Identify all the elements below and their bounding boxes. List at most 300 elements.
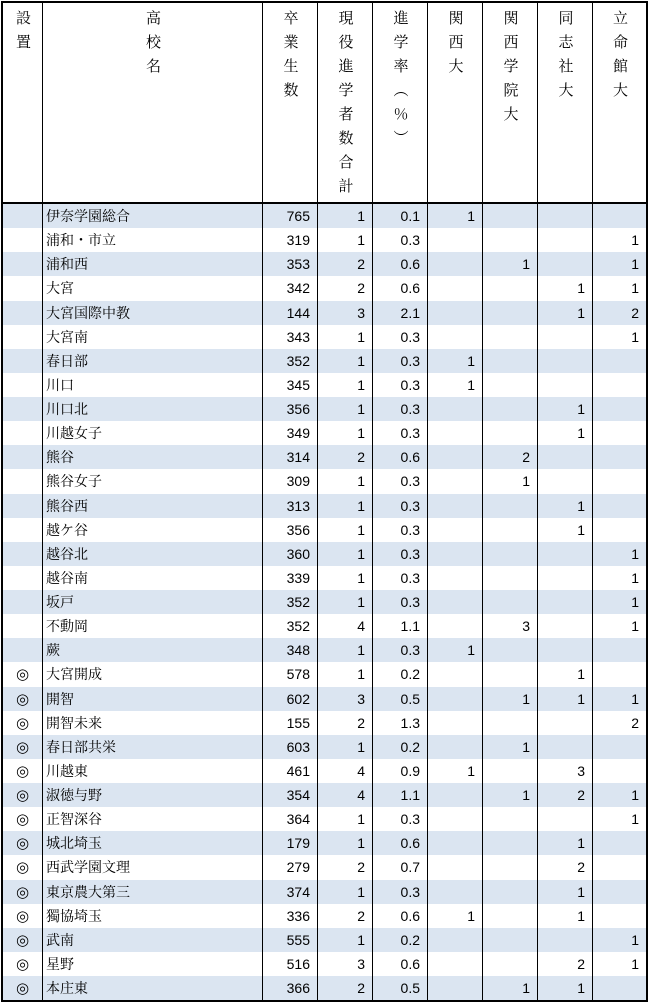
cell-ritsumeikan bbox=[593, 373, 646, 397]
cell-kansai: 1 bbox=[428, 373, 483, 397]
cell-kwansei_gakuin: 1 bbox=[483, 976, 538, 1000]
cell-setchi: ◎ bbox=[3, 831, 43, 855]
cell-kwansei_gakuin bbox=[483, 542, 538, 566]
cell-school: 大宮 bbox=[43, 276, 263, 300]
cell-current_total: 1 bbox=[318, 204, 373, 228]
cell-grads: 360 bbox=[263, 542, 318, 566]
school-admissions-table bbox=[1, 1, 648, 1002]
cell-current_total: 1 bbox=[318, 880, 373, 904]
cell-school: 開智 bbox=[43, 687, 263, 711]
header-cell-kansai-univ bbox=[428, 3, 483, 202]
cell-current_total: 1 bbox=[318, 325, 373, 349]
table-body bbox=[3, 204, 646, 1000]
cell-doshisha: 1 bbox=[538, 976, 593, 1000]
cell-current_total: 2 bbox=[318, 976, 373, 1000]
table-row bbox=[3, 855, 646, 879]
cell-doshisha: 2 bbox=[538, 783, 593, 807]
cell-setchi bbox=[3, 494, 43, 518]
cell-doshisha: 2 bbox=[538, 855, 593, 879]
cell-current_total: 1 bbox=[318, 349, 373, 373]
cell-rate: 0.3 bbox=[373, 421, 428, 445]
cell-rate: 0.3 bbox=[373, 518, 428, 542]
cell-kwansei_gakuin bbox=[483, 397, 538, 421]
cell-doshisha bbox=[538, 349, 593, 373]
cell-doshisha bbox=[538, 638, 593, 662]
cell-kansai bbox=[428, 855, 483, 879]
cell-kwansei_gakuin bbox=[483, 759, 538, 783]
table-row bbox=[3, 590, 646, 614]
table-row bbox=[3, 301, 646, 325]
cell-school: 春日部共栄 bbox=[43, 735, 263, 759]
cell-grads: 342 bbox=[263, 276, 318, 300]
cell-kwansei_gakuin bbox=[483, 855, 538, 879]
cell-ritsumeikan: 1 bbox=[631, 690, 639, 707]
cell-kwansei_gakuin bbox=[483, 204, 538, 228]
table-row bbox=[3, 880, 646, 904]
cell-rate: 0.3 bbox=[373, 542, 428, 566]
table-row bbox=[3, 349, 646, 373]
header-label-school-name: 高校名 bbox=[144, 10, 161, 82]
cell-current_total: 1 bbox=[318, 831, 373, 855]
header-cell-kwansei-gakuin-univ bbox=[483, 3, 538, 202]
cell-setchi bbox=[3, 204, 43, 228]
cell-school: 坂戸 bbox=[43, 590, 263, 614]
cell-grads: 603 bbox=[263, 735, 318, 759]
cell-rate: 0.3 bbox=[373, 397, 428, 421]
cell-setchi bbox=[3, 518, 43, 542]
cell-grads: 309 bbox=[263, 469, 318, 493]
cell-grads: 345 bbox=[263, 373, 318, 397]
cell-grads: 356 bbox=[263, 397, 318, 421]
header-label-ritsumeikan-univ: 立命館大 bbox=[611, 10, 628, 106]
cell-kwansei_gakuin bbox=[483, 518, 538, 542]
cell-kansai bbox=[428, 276, 483, 300]
table-row bbox=[3, 952, 646, 976]
cell-grads: 343 bbox=[263, 325, 318, 349]
cell-current_total: 3 bbox=[318, 952, 373, 976]
cell-school: 蕨 bbox=[43, 638, 263, 662]
cell-ritsumeikan: 1 bbox=[631, 256, 639, 273]
cell-doshisha: 1 bbox=[538, 397, 593, 421]
cell-setchi bbox=[3, 445, 43, 469]
cell-setchi bbox=[3, 566, 43, 590]
cell-grads: 602 bbox=[263, 687, 318, 711]
cell-doshisha bbox=[538, 325, 593, 349]
cell-ritsumeikan bbox=[593, 855, 646, 879]
table-row bbox=[3, 904, 646, 928]
cell-grads: 364 bbox=[263, 807, 318, 831]
table-row bbox=[3, 614, 646, 638]
cell-kansai bbox=[428, 662, 483, 686]
cell-kansai: 1 bbox=[428, 638, 483, 662]
header-cell-current-entrants-total bbox=[318, 3, 373, 202]
header-label-kwansei-gakuin-univ: 関西学院大 bbox=[501, 10, 519, 130]
cell-setchi: ◎ bbox=[3, 855, 43, 879]
table-row bbox=[3, 469, 646, 493]
table-row bbox=[3, 807, 646, 831]
cell-school: 越谷北 bbox=[43, 542, 263, 566]
cell-doshisha bbox=[538, 542, 593, 566]
cell-kwansei_gakuin bbox=[483, 373, 538, 397]
cell-current_total: 1 bbox=[318, 807, 373, 831]
cell-current_total: 1 bbox=[318, 928, 373, 952]
cell-school: 東京農大第三 bbox=[43, 880, 263, 904]
cell-kwansei_gakuin bbox=[483, 421, 538, 445]
cell-doshisha: 1 bbox=[538, 904, 593, 928]
cell-kwansei_gakuin bbox=[483, 325, 538, 349]
cell-rate: 0.3 bbox=[373, 228, 428, 252]
table-row bbox=[3, 397, 646, 421]
cell-rate: 0.5 bbox=[373, 976, 428, 1000]
cell-school: 不動岡 bbox=[43, 614, 263, 638]
cell-rate: 0.3 bbox=[373, 590, 428, 614]
cell-setchi bbox=[3, 542, 43, 566]
cell-kansai bbox=[428, 976, 483, 1000]
cell-setchi: ◎ bbox=[3, 928, 43, 952]
cell-kwansei_gakuin: 1 bbox=[483, 469, 538, 493]
cell-rate: 0.3 bbox=[373, 566, 428, 590]
cell-rate: 0.6 bbox=[373, 252, 428, 276]
cell-grads: 348 bbox=[263, 638, 318, 662]
cell-setchi bbox=[3, 373, 43, 397]
cell-doshisha: 1 bbox=[538, 494, 593, 518]
cell-rate: 0.2 bbox=[373, 928, 428, 952]
cell-kwansei_gakuin: 2 bbox=[483, 445, 538, 469]
cell-kansai bbox=[428, 590, 483, 614]
table-row bbox=[3, 976, 646, 1000]
cell-current_total: 2 bbox=[318, 711, 373, 735]
cell-rate: 0.3 bbox=[373, 638, 428, 662]
cell-current_total: 2 bbox=[318, 855, 373, 879]
cell-current_total: 1 bbox=[318, 518, 373, 542]
cell-grads: 279 bbox=[263, 855, 318, 879]
cell-kwansei_gakuin: 1 bbox=[483, 735, 538, 759]
cell-doshisha: 1 bbox=[538, 880, 593, 904]
cell-setchi bbox=[3, 325, 43, 349]
cell-kansai: 1 bbox=[428, 759, 483, 783]
table-row bbox=[3, 494, 646, 518]
cell-ritsumeikan bbox=[593, 759, 646, 783]
cell-kwansei_gakuin bbox=[483, 831, 538, 855]
cell-doshisha bbox=[538, 204, 593, 228]
cell-kansai bbox=[428, 518, 483, 542]
cell-school: 獨協埼玉 bbox=[43, 904, 263, 928]
cell-current_total: 1 bbox=[318, 638, 373, 662]
cell-kwansei_gakuin: 1 bbox=[483, 252, 538, 276]
cell-school: 城北埼玉 bbox=[43, 831, 263, 855]
cell-grads: 578 bbox=[263, 662, 318, 686]
table-header-row bbox=[3, 3, 646, 204]
cell-ritsumeikan: 1 bbox=[631, 955, 639, 972]
cell-grads: 352 bbox=[263, 614, 318, 638]
cell-ritsumeikan: 1 bbox=[631, 545, 639, 562]
cell-grads: 516 bbox=[263, 952, 318, 976]
cell-kansai bbox=[428, 783, 483, 807]
table-row bbox=[3, 325, 646, 349]
cell-setchi: ◎ bbox=[3, 735, 43, 759]
cell-grads: 555 bbox=[263, 928, 318, 952]
cell-ritsumeikan: 1 bbox=[631, 569, 639, 586]
cell-school: 川越女子 bbox=[43, 421, 263, 445]
cell-school: 大宮国際中教 bbox=[43, 301, 263, 325]
cell-doshisha bbox=[538, 711, 593, 735]
cell-school: 熊谷女子 bbox=[43, 469, 263, 493]
cell-rate: 0.3 bbox=[373, 325, 428, 349]
cell-kansai bbox=[428, 469, 483, 493]
cell-kwansei_gakuin: 1 bbox=[483, 783, 538, 807]
cell-current_total: 4 bbox=[318, 614, 373, 638]
cell-current_total: 2 bbox=[318, 445, 373, 469]
cell-kansai bbox=[428, 831, 483, 855]
cell-school: 越谷南 bbox=[43, 566, 263, 590]
cell-kansai bbox=[428, 228, 483, 252]
cell-current_total: 2 bbox=[318, 904, 373, 928]
cell-setchi: ◎ bbox=[3, 662, 43, 686]
cell-setchi: ◎ bbox=[3, 783, 43, 807]
table-row bbox=[3, 662, 646, 686]
cell-kwansei_gakuin bbox=[483, 880, 538, 904]
cell-kansai: 1 bbox=[428, 204, 483, 228]
cell-rate: 1.1 bbox=[373, 614, 428, 638]
cell-ritsumeikan: 1 bbox=[631, 787, 639, 804]
cell-grads: 155 bbox=[263, 711, 318, 735]
cell-ritsumeikan: 1 bbox=[631, 618, 639, 635]
table-row bbox=[3, 445, 646, 469]
table-row bbox=[3, 831, 646, 855]
cell-doshisha bbox=[538, 252, 593, 276]
cell-current_total: 4 bbox=[318, 759, 373, 783]
cell-grads: 354 bbox=[263, 783, 318, 807]
header-label-kansai-univ: 関西大 bbox=[446, 10, 464, 82]
cell-doshisha bbox=[538, 373, 593, 397]
cell-doshisha bbox=[538, 735, 593, 759]
cell-setchi bbox=[3, 252, 43, 276]
cell-grads: 339 bbox=[263, 566, 318, 590]
cell-school: 熊谷西 bbox=[43, 494, 263, 518]
cell-current_total: 4 bbox=[318, 783, 373, 807]
cell-current_total: 1 bbox=[318, 662, 373, 686]
cell-school: 開智未来 bbox=[43, 711, 263, 735]
cell-doshisha: 3 bbox=[538, 759, 593, 783]
cell-ritsumeikan bbox=[593, 445, 646, 469]
cell-kansai bbox=[428, 566, 483, 590]
cell-kwansei_gakuin bbox=[483, 349, 538, 373]
cell-school: 武南 bbox=[43, 928, 263, 952]
cell-ritsumeikan bbox=[593, 518, 646, 542]
header-label-graduates: 卒業生数 bbox=[281, 10, 299, 106]
cell-setchi bbox=[3, 469, 43, 493]
cell-ritsumeikan bbox=[593, 904, 646, 928]
cell-kwansei_gakuin bbox=[483, 228, 538, 252]
cell-rate: 0.6 bbox=[373, 904, 428, 928]
cell-rate: 0.6 bbox=[373, 445, 428, 469]
cell-current_total: 2 bbox=[318, 252, 373, 276]
header-label-entrance-rate: 進学率（％） bbox=[391, 10, 409, 154]
cell-ritsumeikan bbox=[593, 349, 646, 373]
cell-grads: 765 bbox=[263, 204, 318, 228]
cell-doshisha: 2 bbox=[538, 952, 593, 976]
cell-school: 星野 bbox=[43, 952, 263, 976]
cell-grads: 349 bbox=[263, 421, 318, 445]
cell-rate: 0.6 bbox=[373, 276, 428, 300]
cell-rate: 0.5 bbox=[373, 687, 428, 711]
cell-current_total: 3 bbox=[318, 301, 373, 325]
table-row bbox=[3, 711, 646, 735]
cell-doshisha bbox=[538, 445, 593, 469]
cell-kansai: 1 bbox=[428, 349, 483, 373]
cell-grads: 353 bbox=[263, 252, 318, 276]
cell-school: 西武学園文理 bbox=[43, 855, 263, 879]
table-row bbox=[3, 542, 646, 566]
cell-current_total: 1 bbox=[318, 228, 373, 252]
cell-rate: 0.3 bbox=[373, 469, 428, 493]
cell-setchi: ◎ bbox=[3, 904, 43, 928]
cell-school: 春日部 bbox=[43, 349, 263, 373]
cell-ritsumeikan bbox=[593, 494, 646, 518]
cell-current_total: 2 bbox=[318, 276, 373, 300]
cell-doshisha: 1 bbox=[538, 518, 593, 542]
cell-doshisha bbox=[538, 590, 593, 614]
cell-doshisha bbox=[538, 228, 593, 252]
cell-kansai bbox=[428, 397, 483, 421]
cell-kwansei_gakuin bbox=[483, 711, 538, 735]
cell-school: 川越東 bbox=[43, 759, 263, 783]
cell-kansai bbox=[428, 494, 483, 518]
cell-current_total: 1 bbox=[318, 421, 373, 445]
cell-kansai bbox=[428, 711, 483, 735]
table-row bbox=[3, 759, 646, 783]
cell-rate: 0.3 bbox=[373, 349, 428, 373]
cell-kansai bbox=[428, 445, 483, 469]
cell-rate: 0.6 bbox=[373, 831, 428, 855]
cell-current_total: 1 bbox=[318, 397, 373, 421]
cell-setchi bbox=[3, 301, 43, 325]
cell-current_total: 1 bbox=[318, 735, 373, 759]
cell-rate: 0.1 bbox=[373, 204, 428, 228]
cell-school: 淑徳与野 bbox=[43, 783, 263, 807]
cell-grads: 352 bbox=[263, 590, 318, 614]
cell-rate: 0.7 bbox=[373, 855, 428, 879]
cell-kwansei_gakuin bbox=[483, 590, 538, 614]
cell-school: 川口北 bbox=[43, 397, 263, 421]
cell-grads: 374 bbox=[263, 880, 318, 904]
table-row bbox=[3, 735, 646, 759]
cell-doshisha bbox=[538, 469, 593, 493]
cell-kansai bbox=[428, 421, 483, 445]
cell-doshisha bbox=[538, 614, 593, 638]
cell-kansai bbox=[428, 880, 483, 904]
cell-doshisha: 1 bbox=[538, 662, 593, 686]
cell-current_total: 1 bbox=[318, 590, 373, 614]
cell-school: 大宮開成 bbox=[43, 662, 263, 686]
cell-grads: 336 bbox=[263, 904, 318, 928]
cell-current_total: 1 bbox=[318, 373, 373, 397]
table-row bbox=[3, 373, 646, 397]
cell-ritsumeikan: 1 bbox=[631, 811, 639, 828]
cell-kansai bbox=[428, 807, 483, 831]
cell-rate: 0.3 bbox=[373, 807, 428, 831]
cell-school: 浦和・市立 bbox=[43, 228, 263, 252]
header-label-current-entrants-total: 現役進学者数合計 bbox=[336, 10, 354, 202]
cell-setchi: ◎ bbox=[3, 976, 43, 1000]
cell-setchi: ◎ bbox=[3, 807, 43, 831]
table-row bbox=[3, 421, 646, 445]
cell-kwansei_gakuin: 1 bbox=[483, 687, 538, 711]
cell-kansai bbox=[428, 614, 483, 638]
cell-kansai bbox=[428, 735, 483, 759]
cell-doshisha: 1 bbox=[538, 687, 593, 711]
cell-setchi bbox=[3, 421, 43, 445]
cell-ritsumeikan: 1 bbox=[631, 594, 639, 611]
header-label-doshisha-univ: 同志社大 bbox=[556, 10, 574, 106]
cell-grads: 144 bbox=[263, 301, 318, 325]
header-cell-establishment bbox=[3, 3, 43, 202]
cell-setchi bbox=[3, 349, 43, 373]
cell-school: 本庄東 bbox=[43, 976, 263, 1000]
cell-kwansei_gakuin bbox=[483, 807, 538, 831]
cell-ritsumeikan: 1 bbox=[631, 931, 639, 948]
cell-grads: 352 bbox=[263, 349, 318, 373]
cell-setchi bbox=[3, 590, 43, 614]
cell-doshisha bbox=[538, 566, 593, 590]
cell-school: 越ケ谷 bbox=[43, 518, 263, 542]
cell-school: 正智深谷 bbox=[43, 807, 263, 831]
cell-doshisha bbox=[538, 928, 593, 952]
cell-rate: 2.1 bbox=[373, 301, 428, 325]
cell-kansai bbox=[428, 325, 483, 349]
cell-setchi bbox=[3, 276, 43, 300]
cell-ritsumeikan: 2 bbox=[631, 714, 639, 731]
cell-rate: 1.1 bbox=[373, 783, 428, 807]
cell-ritsumeikan bbox=[593, 469, 646, 493]
cell-rate: 1.3 bbox=[373, 711, 428, 735]
cell-doshisha: 1 bbox=[538, 421, 593, 445]
cell-rate: 0.2 bbox=[373, 662, 428, 686]
cell-current_total: 1 bbox=[318, 469, 373, 493]
cell-school: 浦和西 bbox=[43, 252, 263, 276]
cell-setchi: ◎ bbox=[3, 952, 43, 976]
table-row bbox=[3, 687, 646, 711]
cell-kwansei_gakuin bbox=[483, 952, 538, 976]
cell-rate: 0.9 bbox=[373, 759, 428, 783]
cell-kansai bbox=[428, 252, 483, 276]
table-row bbox=[3, 228, 646, 252]
cell-doshisha bbox=[538, 807, 593, 831]
cell-current_total: 1 bbox=[318, 566, 373, 590]
cell-ritsumeikan: 1 bbox=[631, 328, 639, 345]
table-row bbox=[3, 252, 646, 276]
cell-ritsumeikan bbox=[593, 976, 646, 1000]
cell-ritsumeikan: 1 bbox=[631, 232, 639, 249]
cell-grads: 366 bbox=[263, 976, 318, 1000]
cell-grads: 461 bbox=[263, 759, 318, 783]
cell-setchi: ◎ bbox=[3, 711, 43, 735]
cell-setchi: ◎ bbox=[3, 880, 43, 904]
cell-rate: 0.3 bbox=[373, 880, 428, 904]
header-cell-graduates bbox=[263, 3, 318, 202]
cell-kwansei_gakuin bbox=[483, 276, 538, 300]
header-cell-ritsumeikan-univ bbox=[593, 3, 646, 202]
cell-ritsumeikan bbox=[593, 638, 646, 662]
cell-doshisha: 1 bbox=[538, 831, 593, 855]
cell-ritsumeikan: 1 bbox=[631, 280, 639, 297]
cell-kwansei_gakuin bbox=[483, 566, 538, 590]
cell-setchi bbox=[3, 228, 43, 252]
header-cell-school-name bbox=[43, 3, 263, 202]
cell-setchi bbox=[3, 614, 43, 638]
cell-grads: 179 bbox=[263, 831, 318, 855]
cell-ritsumeikan bbox=[593, 421, 646, 445]
